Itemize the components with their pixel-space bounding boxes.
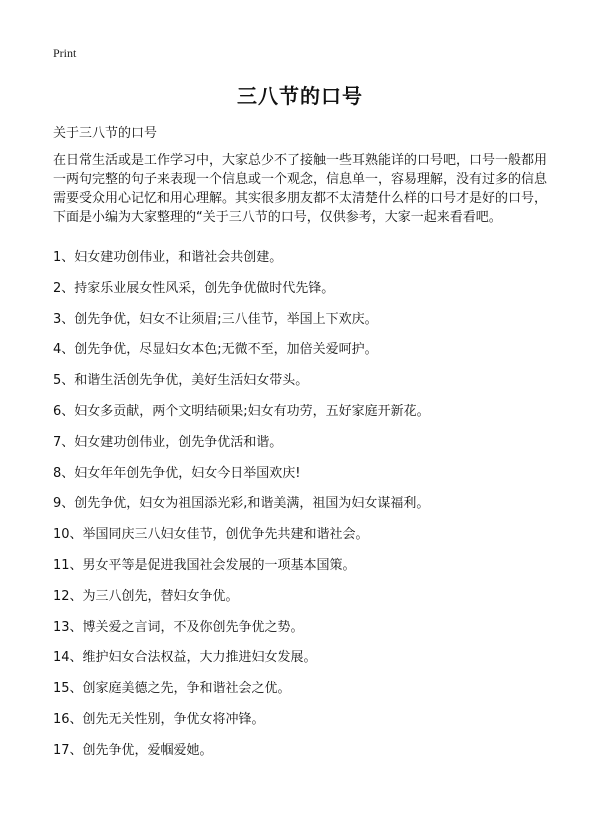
print-label: Print [53, 46, 77, 60]
slogan-item: 12、为三八创先，替妇女争优。 [53, 588, 239, 604]
page-title: 三八节的口号 [237, 84, 363, 108]
slogan-item: 16、创先无关性别，争优女将冲锋。 [53, 711, 265, 727]
slogan-item: 4、创先争优，尽显妇女本色;无微不至，加倍关爱呵护。 [53, 342, 378, 358]
slogan-item: 7、妇女建功创伟业，创先争优活和谐。 [53, 434, 283, 450]
slogan-item: 9、创先争优，妇女为祖国添光彩,和谐美满，祖国为妇女谋福利。 [53, 496, 430, 512]
slogan-item: 8、妇女年年创先争优，妇女今日举国欢庆! [53, 465, 301, 481]
subtitle: 关于三八节的口号 [53, 126, 158, 141]
slogan-item: 11、男女平等是促进我国社会发展的一项基本国策。 [53, 557, 356, 573]
slogan-item: 6、妇女多贡献，两个文明结硕果;妇女有功劳，五好家庭开新花。 [53, 403, 430, 419]
slogan-item: 5、和谐生活创先争优，美好生活妇女带头。 [53, 373, 309, 389]
slogan-item: 13、博关爱之言词，不及你创先争优之势。 [53, 619, 304, 635]
slogan-item: 15、创家庭美德之先，争和谐社会之优。 [53, 681, 291, 697]
slogan-item: 17、创先争优，爱帼爱她。 [53, 742, 213, 758]
slogan-item: 10、举国同庆三八妇女佳节，创优争先共建和谐社会。 [53, 527, 369, 543]
slogan-item: 1、妇女建功创伟业，和谐社会共创建。 [53, 250, 283, 265]
slogan-item: 14、维护妇女合法权益，大力推进妇女发展。 [53, 650, 317, 666]
slogan-item: 3、创先争优，妇女不让须眉;三八佳节，举国上下欢庆。 [53, 311, 378, 327]
slogan-list [53, 249, 430, 773]
slogan-item: 2、持家乐业展女性风采，创先争优做时代先锋。 [53, 280, 335, 296]
intro-paragraph: 在日常生活或是工作学习中，大家总少不了接触一些耳熟能详的口号吧，口号一般都用一两句完整的句子来表现一个信息或一个观念，信息单一，容易理解，没有过多的信息需要受众用心记忆和用心理解。其实很多朋友都不太清楚什么样的口号才是好的口号，下面是小编为大家整理的“关于三八节的口号，仅供参考，大家一起来看看吧。 [53, 153, 548, 225]
